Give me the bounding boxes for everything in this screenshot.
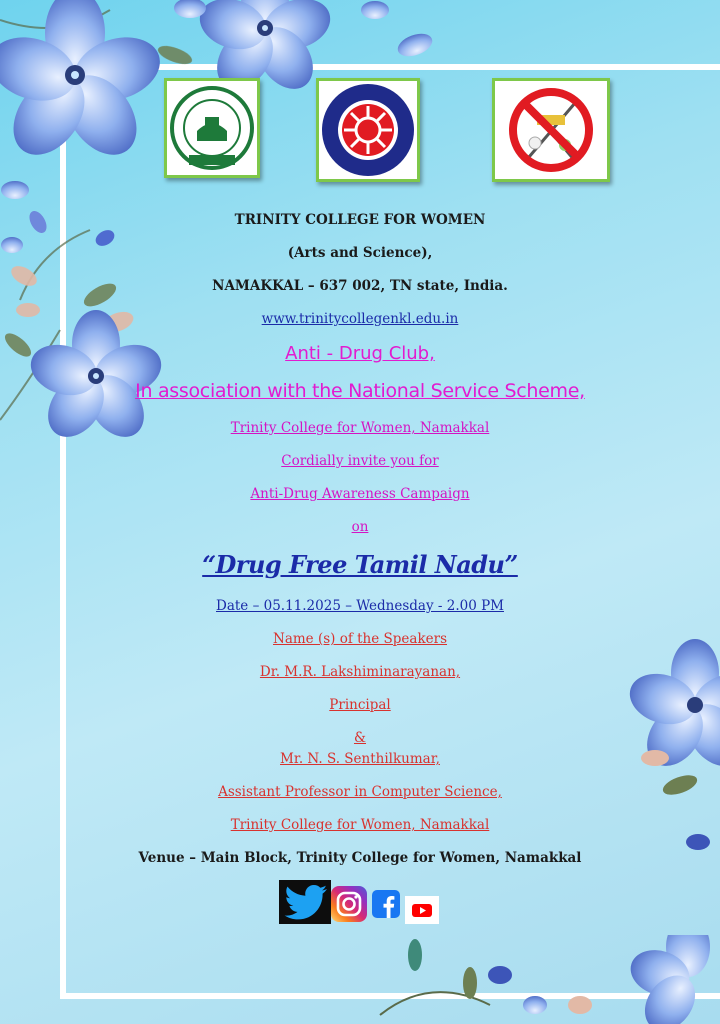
host-college: Trinity College for Women, Namakkal <box>230 420 490 436</box>
speaker2-title: Assistant Professor in Computer Science, <box>218 784 502 800</box>
instagram-link[interactable] <box>331 886 367 922</box>
flower-cluster-bottom-icon <box>370 935 720 1024</box>
ampersand: & <box>353 730 367 746</box>
college-name: TRINITY COLLEGE FOR WOMEN <box>234 212 486 228</box>
college-seal-icon <box>167 81 257 175</box>
college-type: (Arts and Science), <box>287 245 433 261</box>
club-name: Anti - Drug Club, <box>285 343 435 364</box>
college-seal-logo <box>164 78 260 178</box>
invite-text: Cordially invite you for <box>281 453 439 469</box>
no-drugs-icon <box>495 81 607 179</box>
event-date: Date – 05.11.2025 – Wednesday - 2.00 PM <box>216 598 504 614</box>
nss-logo <box>316 78 420 182</box>
speaker2-name: Mr. N. S. Senthilkumar, <box>280 751 440 767</box>
nss-wheel-icon <box>319 81 417 179</box>
college-address: NAMAKKAL – 637 002, TN state, India. <box>212 278 508 294</box>
twitter-icon <box>279 880 331 924</box>
no-drugs-logo <box>492 78 610 182</box>
youtube-icon <box>405 896 439 924</box>
on-text: on <box>351 519 369 535</box>
speaker1-title: Principal <box>329 697 391 713</box>
campaign-name: Anti-Drug Awareness Campaign <box>250 486 470 502</box>
youtube-link[interactable] <box>405 896 439 924</box>
speaker1-name: Dr. M.R. Lakshiminarayanan, <box>259 664 461 680</box>
website-link[interactable]: www.trinitycollegenkl.edu.in <box>261 311 459 327</box>
facebook-link[interactable] <box>372 890 400 918</box>
speaker2-org: Trinity College for Women, Namakkal <box>230 817 490 833</box>
venue: Venue – Main Block, Trinity College for Women, Namakkal <box>138 850 582 866</box>
facebook-icon <box>372 890 400 918</box>
instagram-icon <box>331 886 367 922</box>
event-theme: “Drug Free Tamil Nadu” <box>202 550 518 579</box>
twitter-link[interactable] <box>279 880 331 924</box>
association-line: In association with the National Service Scheme, <box>135 380 585 402</box>
speakers-heading: Name (s) of the Speakers <box>273 631 447 647</box>
